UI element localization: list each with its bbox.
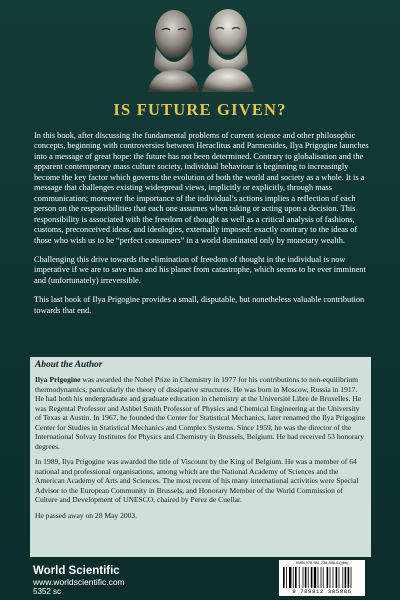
- publisher-block: [33, 565, 125, 597]
- author-name: Ilya Prigogine: [35, 375, 81, 384]
- description-paragraph: In this book, after discussing the fundamental problems of current science and other philosophic concepts, beginning with controversies between Heraclitus and Parmenides, Ilya Prigogine launches into a message of great hope: the future has not been determined. Contrary to globalisation and the apparent contemporary mass culture society, individual behaviour is beginning to increasingly become the key factor which governs the evolution of both the world and society as a whole. It is a message that challenges existing widespread views, implicitly or explicitly, through mass communication; moreover the importance of the individual’s actions implies a reflection of each person on the responsibilities that each one assumes when taking or acting upon a decision. This responsibility is associated with the freedom of thought as well as a critical analysis of fashions, customs, preconceived ideas, and ideologies, externally imposed: exactly contrary to the ideas of those who wish us to be “perfect consumers” in a world dominated only by monetary wealth.: [34, 131, 369, 245]
- product-code: 5352 sc: [33, 587, 62, 596]
- author-bio-paragraph: He passed away on 28 May 2003.: [35, 510, 138, 520]
- barcode-digits: 9 789812 385086: [292, 588, 352, 595]
- about-author-box: [30, 357, 371, 557]
- book-title: IS FUTURE GIVEN?: [113, 100, 287, 119]
- book-description: [34, 131, 369, 325]
- isbn-barcode: [279, 560, 365, 596]
- author-bio-paragraph: [35, 375, 366, 451]
- bust-left: [148, 10, 200, 92]
- barcode-icon: [283, 567, 361, 588]
- description-paragraph: This last book of Ilya Prigogine provides a small, disputable, but nonetheless valuable contribution towards that end.: [34, 295, 365, 315]
- author-bio-text: was awarded the Nobel Prize in Chemistry in 1977 for his contributions to non-equilibrium thermodynamics, particularly the theory of dissipative structures. He was born in Moscow, Russia in 1917. He had both his undergraduate and graduate education in chemistry at the Université Libre de Bruxelles. He was Regental Professor and Ashbel Smith Professor of Physics and Chemical Engineering at the University of Texas at Austin. In 1967, he founded the Center for Statistical Mechanics, later renamed the Ilya Prigogine Center for Studies in Statistical Mechanics and Complex Systems. Since 1959, he was the director of the International Solvay Institutes for Physics and Chemistry in Brussels, Belgium. He had received 53 honorary degrees.: [35, 375, 366, 451]
- publisher-url[interactable]: www.worldscientific.com: [33, 577, 125, 587]
- bust-right: [202, 9, 254, 92]
- description-paragraph: Challenging this drive towards the elimination of freedom of thought in the individual is now imperative if we are to save man and his planet from catastrophe, which seems to be ever imminent and (unfortunately) irreversible.: [34, 254, 366, 285]
- philosopher-busts-image: [142, 4, 260, 92]
- author-bio-paragraph: In 1989, Ilya Prigogine was awarded the title of Viscount by the King of Belgium. He was a member of 64 national and professional organisations, among which are the National Academy of Sciences and the American Academy of Arts and Sciences. The most recent of his many international activities were Special Advisor to the European Community in Brussels, and Honorary Member of the World Commission of Culture and Development of UNESCO, chaired by Perez de Cuellar.: [35, 457, 359, 504]
- publisher-name: World Scientific: [33, 565, 120, 577]
- about-author-heading: About the Author: [35, 360, 103, 370]
- isbn-label: ISBN 978-981-238-508-6 (pbk): [295, 561, 349, 565]
